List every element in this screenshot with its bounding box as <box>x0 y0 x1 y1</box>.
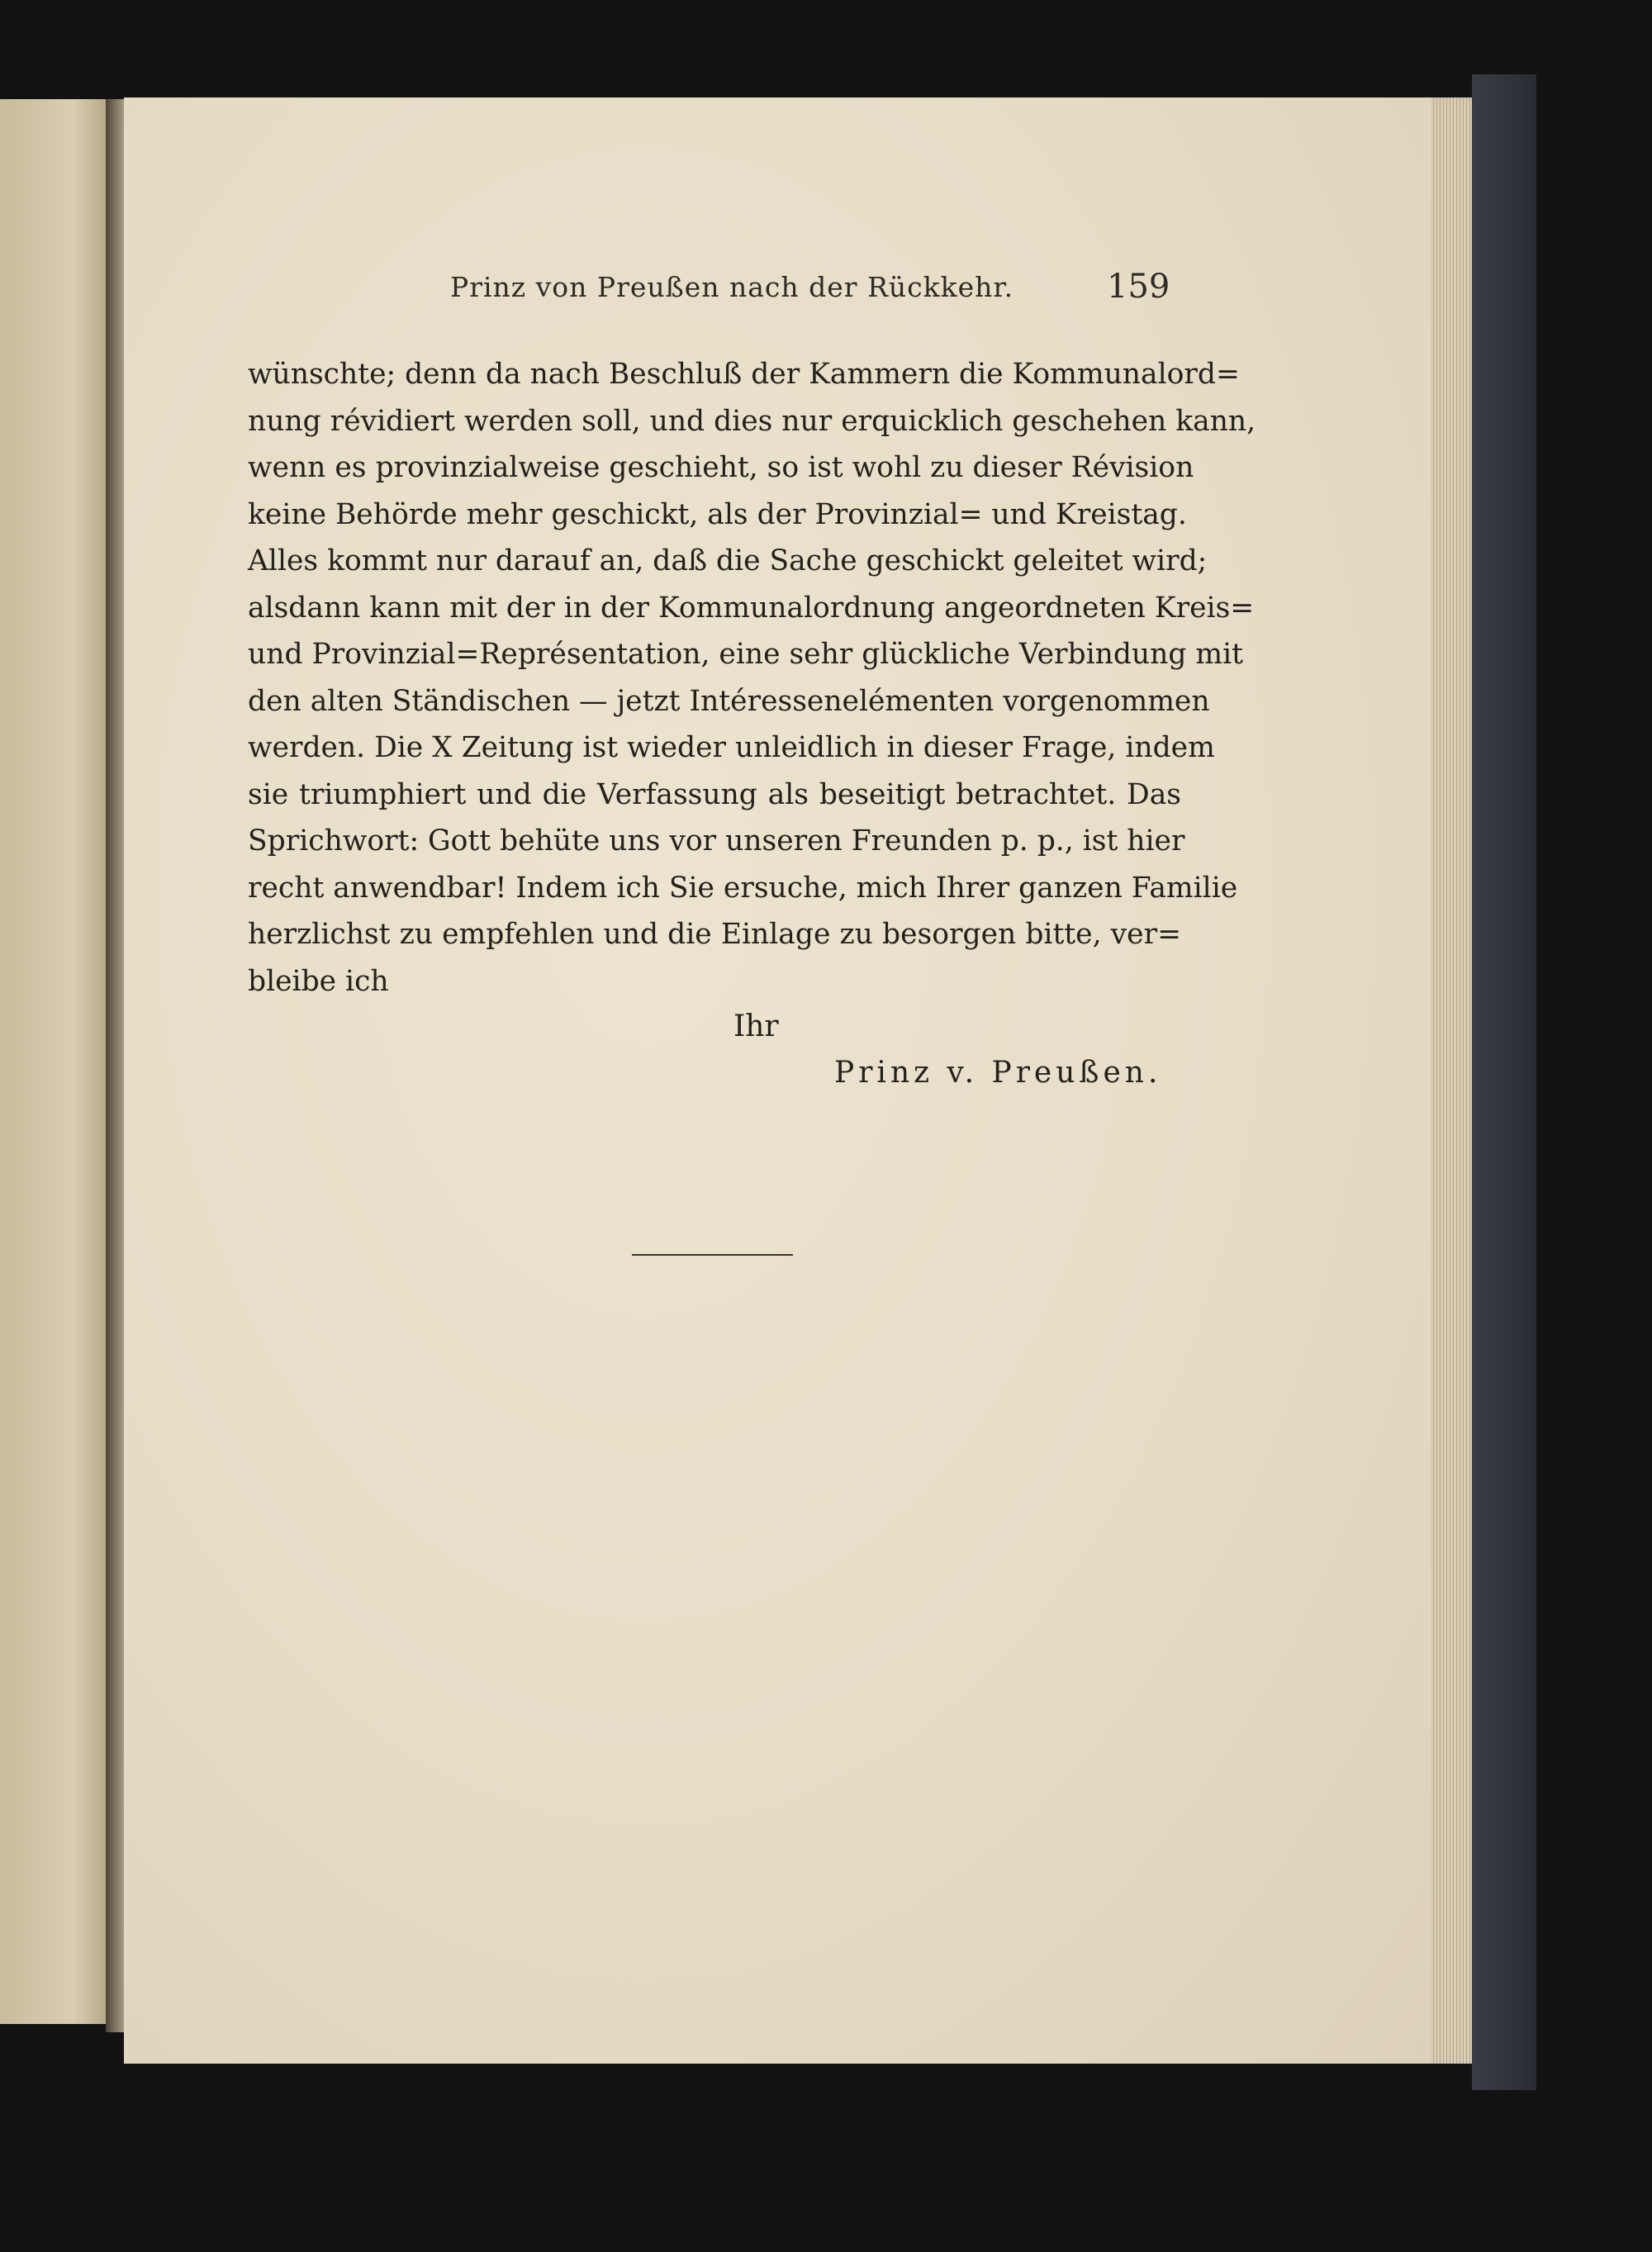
signature: Prinz v. Preußen. <box>834 1056 1162 1090</box>
facing-page-edge <box>0 99 106 2024</box>
closing-salutation: Ihr <box>733 1010 779 1043</box>
text-line: alsdann kann mit der in der Kommunalordnung angeordneten Kreis= <box>248 591 1255 625</box>
text-line: wenn es provinzialweise geschieht, so ist wohl zu dieser Révision <box>248 451 1194 484</box>
text-line: keine Behörde mehr geschickt, als der Provinzial= und Kreistag. <box>248 497 1187 531</box>
page-number: 159 <box>1107 268 1170 306</box>
text-line: bleibe ich <box>248 964 389 998</box>
text-line: sie triumphiert und die Verfassung als beseitigt betrachtet. Das <box>248 777 1181 811</box>
book-gutter <box>106 99 124 2032</box>
text-line: Alles kommt nur darauf an, daß die Sache geschickt geleitet wird; <box>248 544 1208 577</box>
text-line: wünschte; denn da nach Beschluß der Kammern die Kommunalord= <box>248 358 1240 391</box>
text-line: herzlichst zu empfehlen und die Einlage zu besorgen bitte, ver= <box>248 918 1181 951</box>
text-line: nung révidiert werden soll, und dies nur erquicklich geschehen kann, <box>248 404 1256 438</box>
running-head: Prinz von Preußen nach der Rückkehr. <box>450 271 1014 303</box>
page-stack-edges <box>1431 97 1472 2064</box>
text-line: werden. Die X Zeitung ist wieder unleidlich in dieser Frage, indem <box>248 731 1215 764</box>
text-line: den alten Ständischen — jetzt Intéressenelémenten vorgenommen <box>248 684 1210 718</box>
text-line: und Provinzial=Représentation, eine sehr glückliche Verbindung mit <box>248 638 1244 671</box>
text-line: Sprichwort: Gott behüte uns vor unseren Freunden p. p., ist hier <box>248 824 1185 858</box>
book-cover-edge <box>1472 74 1536 2090</box>
body-text <box>248 351 1256 1005</box>
section-end-rule <box>632 1254 793 1256</box>
text-line: recht anwendbar! Indem ich Sie ersuche, mich Ihrer ganzen Familie <box>248 871 1238 905</box>
